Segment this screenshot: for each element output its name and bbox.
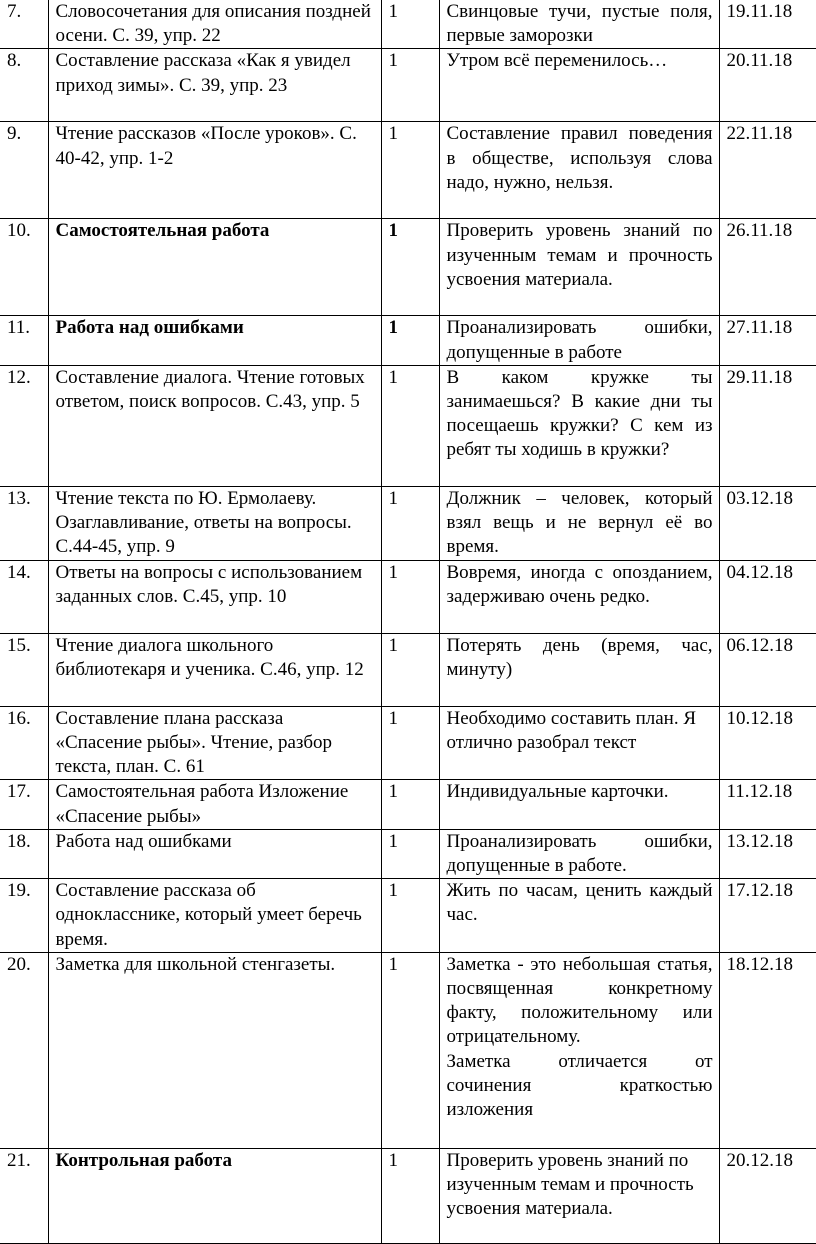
hours-count: 1	[381, 879, 439, 953]
row-number: 13.	[0, 486, 48, 560]
lesson-topic: Чтение рассказов «После уроков». С. 40-42, упр. 1-2	[48, 122, 381, 219]
row-number: 7.	[0, 0, 48, 49]
lesson-topic: Составление диалога. Чтение готовых ответом, поиск вопросов. С.43, упр. 5	[48, 365, 381, 486]
table-row	[0, 0, 816, 49]
lesson-date: 19.11.18	[719, 0, 816, 49]
lesson-goal: Утром всё переменилось…	[439, 49, 719, 122]
row-number: 20.	[0, 952, 48, 1148]
lesson-goal: Потерять день (время, час, минуту)	[439, 633, 719, 706]
lesson-topic: Заметка для школьной стенгазеты.	[48, 952, 381, 1148]
row-number: 11.	[0, 316, 48, 365]
lesson-topic: Работа над ошибками	[48, 829, 381, 878]
row-number: 19.	[0, 879, 48, 953]
lesson-topic: Составление рассказа «Как я увидел приход зимы». С. 39, упр. 23	[48, 49, 381, 122]
row-number: 15.	[0, 633, 48, 706]
row-number: 12.	[0, 365, 48, 486]
lesson-goal	[439, 952, 719, 1148]
hours-count: 1	[381, 560, 439, 633]
table-row	[0, 219, 816, 316]
lesson-date: 29.11.18	[719, 365, 816, 486]
lesson-date: 13.12.18	[719, 829, 816, 878]
row-number: 8.	[0, 49, 48, 122]
lesson-date: 10.12.18	[719, 706, 816, 780]
hours-count: 1	[381, 365, 439, 486]
goal-paragraph: Заметка отличается от сочинения краткостью изложения	[446, 1050, 713, 1121]
hours-count: 1	[381, 633, 439, 706]
goal-paragraph: Заметка - это небольшая статья, посвященная конкретному факту, положительному или отрицательному.	[446, 953, 713, 1048]
lesson-date: 11.12.18	[719, 780, 816, 829]
row-number: 9.	[0, 122, 48, 219]
table-row	[0, 633, 816, 706]
hours-count: 1	[381, 952, 439, 1148]
hours-count: 1	[381, 316, 439, 365]
table-row	[0, 879, 816, 953]
lesson-date: 06.12.18	[719, 633, 816, 706]
lesson-topic: Составление рассказа об однокласснике, который умеет беречь время.	[48, 879, 381, 953]
table-row	[0, 365, 816, 486]
table-row	[0, 952, 816, 1148]
table-row	[0, 486, 816, 560]
row-number: 16.	[0, 706, 48, 780]
hours-count: 1	[381, 780, 439, 829]
lesson-date: 17.12.18	[719, 879, 816, 953]
table-row	[0, 316, 816, 365]
lesson-date: 22.11.18	[719, 122, 816, 219]
lesson-topic: Самостоятельная работа	[48, 219, 381, 316]
row-number: 21.	[0, 1148, 48, 1243]
lesson-date: 26.11.18	[719, 219, 816, 316]
lesson-goal: Вовремя, иногда с опозданием, задерживаю очень редко.	[439, 560, 719, 633]
table-row	[0, 560, 816, 633]
lesson-topic: Чтение текста по Ю. Ермолаеву. Озаглавливание, ответы на вопросы. С.44-45, упр. 9	[48, 486, 381, 560]
row-number: 14.	[0, 560, 48, 633]
lesson-goal: Свинцовые тучи, пустые поля, первые заморозки	[439, 0, 719, 49]
lesson-date: 04.12.18	[719, 560, 816, 633]
hours-count: 1	[381, 0, 439, 49]
lesson-topic: Работа над ошибками	[48, 316, 381, 365]
lesson-goal: Необходимо составить план. Я отлично разобрал текст	[439, 706, 719, 780]
lesson-goal: Проанализировать ошибки, допущенные в работе	[439, 316, 719, 365]
lesson-date: 18.12.18	[719, 952, 816, 1148]
table-row	[0, 122, 816, 219]
lesson-goal: Проанализировать ошибки, допущенные в работе.	[439, 829, 719, 878]
lesson-date: 20.11.18	[719, 49, 816, 122]
lesson-date: 27.11.18	[719, 316, 816, 365]
lesson-goal: Жить по часам, ценить каждый час.	[439, 879, 719, 953]
lesson-date: 20.12.18	[719, 1148, 816, 1243]
lesson-topic: Ответы на вопросы с использованием заданных слов. С.45, упр. 10	[48, 560, 381, 633]
lesson-topic: Контрольная работа	[48, 1148, 381, 1243]
hours-count: 1	[381, 1148, 439, 1243]
hours-count: 1	[381, 122, 439, 219]
lesson-goal: Составление правил поведения в обществе, используя слова надо, нужно, нельзя.	[439, 122, 719, 219]
lesson-goal: Индивидуальные карточки.	[439, 780, 719, 829]
row-number: 17.	[0, 780, 48, 829]
hours-count: 1	[381, 49, 439, 122]
table-row	[0, 829, 816, 878]
lesson-date: 03.12.18	[719, 486, 816, 560]
lesson-topic: Словосочетания для описания поздней осени. С. 39, упр. 22	[48, 0, 381, 49]
table-row	[0, 706, 816, 780]
row-number: 18.	[0, 829, 48, 878]
hours-count: 1	[381, 829, 439, 878]
lesson-goal: Проверить уровень знаний по изученным темам и прочность усвоения материала.	[439, 1148, 719, 1243]
table-row	[0, 780, 816, 829]
lesson-goal: Должник – человек, который взял вещь и не вернул её во время.	[439, 486, 719, 560]
lesson-topic: Самостоятельная работа Изложение «Спасение рыбы»	[48, 780, 381, 829]
lesson-goal: Проверить уровень знаний по изученным темам и прочность усвоения материала.	[439, 219, 719, 316]
hours-count: 1	[381, 486, 439, 560]
row-number: 10.	[0, 219, 48, 316]
table-row	[0, 1148, 816, 1243]
lesson-topic: Чтение диалога школьного библиотекаря и ученика. С.46, упр. 12	[48, 633, 381, 706]
hours-count: 1	[381, 706, 439, 780]
hours-count: 1	[381, 219, 439, 316]
table-row	[0, 49, 816, 122]
lesson-topic: Составление плана рассказа «Спасение рыбы». Чтение, разбор текста, план. С. 61	[48, 706, 381, 780]
lesson-goal: В каком кружке ты занимаешься? В какие дни ты посещаешь кружки? С кем из ребят ты ходишь в кружки?	[439, 365, 719, 486]
